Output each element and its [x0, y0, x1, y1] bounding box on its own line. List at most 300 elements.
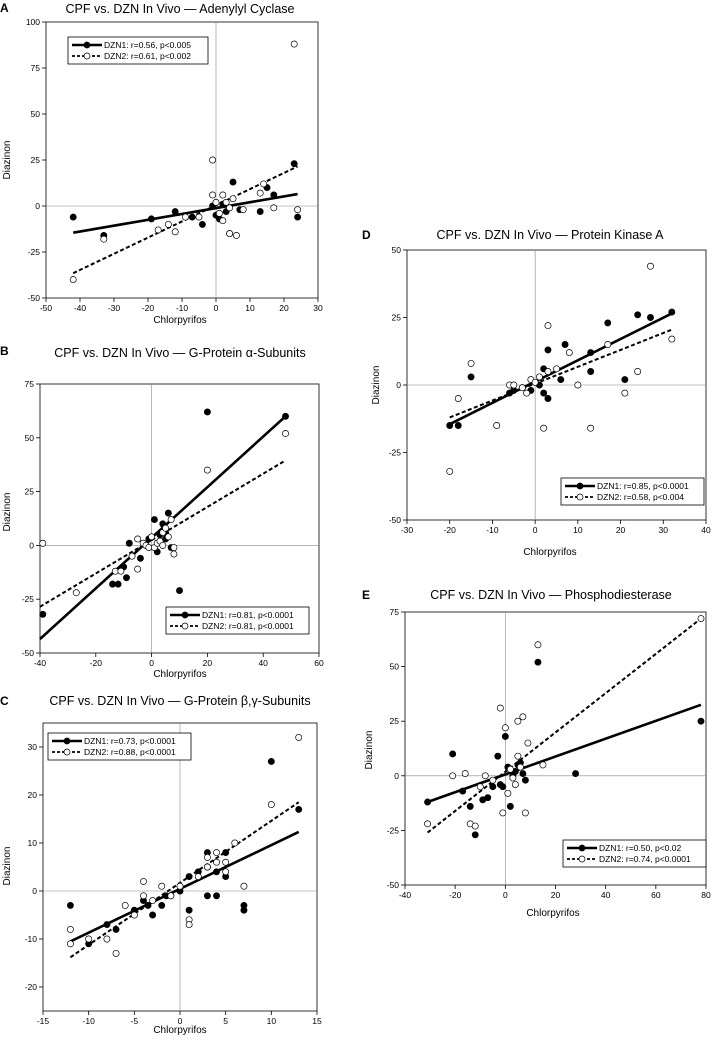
data-point-dzn1-c — [241, 907, 247, 913]
chart-title-b: CPF vs. DZN In Vivo — G-Protein α-Subunits — [54, 346, 306, 360]
x-tick-label-e: 80 — [701, 890, 711, 900]
data-point-dzn2-e — [482, 773, 488, 779]
x-tick-label-d: 0 — [532, 525, 538, 535]
legend-label-dzn2-e: DZN2: r=0.74, p<0.0001 — [599, 854, 691, 864]
data-point-dzn2-d — [647, 263, 653, 269]
data-point-dzn2-d — [566, 350, 572, 356]
x-axis-label-d: Chlorpyrifos — [523, 547, 577, 558]
data-point-dzn1-b — [137, 555, 143, 561]
data-point-dzn2-c — [204, 854, 210, 860]
y-axis-label-b: Diazinon — [2, 492, 13, 532]
data-point-dzn2-c — [213, 859, 219, 865]
data-point-dzn1-a — [230, 179, 236, 185]
data-point-dzn2-a — [220, 218, 226, 224]
y-tick-label-e: -50 — [386, 880, 399, 890]
legend-marker-dzn1-e — [579, 845, 585, 851]
x-tick-label-b: 40 — [258, 658, 268, 668]
data-point-dzn1-c — [186, 907, 192, 913]
data-point-dzn1-c — [223, 850, 229, 856]
data-point-dzn2-a — [210, 192, 216, 198]
plot-area-b — [22, 379, 324, 668]
legend-marker-dzn2-d — [577, 494, 583, 500]
data-point-dzn2-c — [86, 936, 92, 942]
regression-line-dzn1-e — [428, 705, 701, 802]
x-tick-label-e: -20 — [449, 890, 462, 900]
data-point-dzn2-d — [669, 336, 675, 342]
data-point-dzn1-d — [545, 347, 551, 353]
data-point-dzn1-e — [535, 659, 541, 665]
data-point-dzn2-e — [490, 777, 496, 783]
data-point-dzn2-b — [204, 467, 210, 473]
y-tick-label-c: 0 — [32, 886, 37, 896]
x-tick-label-c: 10 — [266, 1016, 277, 1026]
data-point-dzn2-c — [150, 898, 156, 904]
data-point-dzn1-a — [70, 214, 76, 220]
data-point-dzn2-b — [160, 542, 166, 548]
data-point-dzn2-e — [517, 764, 523, 770]
x-tick-label-a: -10 — [175, 303, 189, 313]
data-point-dzn2-e — [505, 790, 511, 796]
data-point-dzn2-c — [140, 878, 146, 884]
data-point-dzn1-b — [282, 413, 288, 419]
data-point-dzn2-d — [545, 323, 551, 329]
panel-letter-a: A — [0, 1, 9, 15]
data-point-dzn2-d — [468, 360, 474, 366]
data-point-dzn2-c — [195, 874, 201, 880]
x-tick-label-c: -10 — [82, 1016, 95, 1026]
data-point-dzn2-a — [230, 196, 236, 202]
data-point-dzn1-e — [495, 753, 501, 759]
data-point-dzn1-d — [541, 390, 547, 396]
data-point-dzn1-e — [424, 799, 430, 805]
data-point-dzn2-e — [424, 821, 430, 827]
x-axis-label-b: Chlorpyrifos — [153, 669, 207, 680]
x-tick-label-d: -30 — [400, 525, 414, 535]
data-point-dzn2-d — [545, 368, 551, 374]
data-point-dzn2-d — [622, 390, 628, 396]
x-axis-label-e: Chlorpyrifos — [526, 908, 580, 919]
data-point-dzn2-c — [186, 922, 192, 928]
plot-area-e — [387, 607, 711, 900]
plot-area-c — [25, 723, 322, 1026]
data-point-dzn2-b — [73, 590, 79, 596]
x-tick-label-d: 10 — [573, 525, 583, 535]
legend-label-dzn2-d: DZN2: r=0.58, p<0.004 — [597, 492, 684, 502]
data-point-dzn1-d — [622, 377, 628, 383]
legend-label-dzn1-b: DZN1: r=0.81, p<0.0001 — [202, 610, 294, 620]
data-point-dzn1-e — [698, 718, 704, 724]
data-point-dzn1-e — [507, 803, 513, 809]
legend-label-dzn1-a: DZN1: r=0.56, p<0.005 — [104, 40, 191, 50]
data-point-dzn2-e — [525, 740, 531, 746]
legend-a — [68, 37, 208, 64]
data-point-dzn1-c — [186, 874, 192, 880]
data-point-dzn2-e — [507, 766, 513, 772]
x-tick-label-d: -10 — [486, 525, 499, 535]
data-point-dzn2-c — [131, 912, 137, 918]
data-point-dzn1-c — [67, 902, 73, 908]
data-point-dzn1-d — [605, 320, 611, 326]
data-point-dzn2-e — [515, 753, 521, 759]
data-point-dzn2-c — [223, 869, 229, 875]
legend-label-dzn1-e: DZN1: r=0.50, p<0.02 — [599, 843, 682, 853]
panel-letter-c: C — [0, 694, 9, 708]
data-point-dzn2-d — [541, 425, 547, 431]
data-point-dzn2-d — [519, 385, 525, 391]
chart-panel-d — [362, 228, 711, 558]
y-tick-label-b: 50 — [24, 432, 34, 443]
x-tick-label-e: 20 — [550, 890, 561, 900]
regression-line-dzn2-c — [70, 802, 298, 957]
data-point-dzn1-b — [165, 510, 171, 516]
data-point-dzn1-d — [468, 374, 474, 380]
legend-marker-dzn2-b — [182, 623, 188, 629]
data-point-dzn1-a — [148, 216, 154, 222]
data-point-dzn2-c — [113, 950, 119, 956]
data-point-dzn2-d — [605, 341, 611, 347]
data-point-dzn2-e — [510, 775, 516, 781]
data-point-dzn2-c — [67, 941, 73, 947]
data-point-dzn2-c — [168, 893, 174, 899]
data-point-dzn2-e — [512, 781, 518, 787]
x-tick-label-a: -40 — [73, 303, 87, 313]
data-point-dzn2-b — [165, 534, 171, 540]
data-point-dzn1-e — [485, 795, 491, 801]
y-tick-label-e: 0 — [394, 770, 399, 781]
y-tick-label-b: 75 — [24, 379, 34, 389]
data-point-dzn2-a — [216, 210, 222, 216]
data-point-dzn2-c — [213, 850, 219, 856]
y-axis-label-d: Diazinon — [371, 365, 382, 405]
x-tick-label-e: -40 — [398, 890, 412, 900]
data-point-dzn2-e — [535, 642, 541, 648]
x-tick-label-d: 30 — [658, 525, 669, 535]
data-point-dzn2-c — [177, 883, 183, 889]
data-point-dzn2-e — [520, 714, 526, 720]
data-point-dzn2-e — [450, 773, 456, 779]
data-point-dzn1-d — [558, 377, 564, 383]
legend-b — [166, 607, 309, 634]
y-tick-label-a: 0 — [35, 201, 40, 211]
data-point-dzn1-d — [562, 341, 568, 347]
data-point-dzn2-a — [165, 221, 171, 227]
panel-letter-e: E — [362, 588, 371, 602]
y-axis-label-e: Diazinon — [364, 730, 375, 770]
data-point-dzn1-c — [213, 893, 219, 899]
legend-d — [561, 478, 704, 505]
data-point-dzn1-d — [647, 314, 653, 320]
data-point-dzn2-c — [268, 802, 274, 808]
data-point-dzn2-c — [296, 734, 302, 740]
plot-area-a — [26, 17, 323, 313]
data-point-dzn1-c — [150, 912, 156, 918]
y-tick-label-c: 30 — [27, 742, 37, 752]
data-point-dzn2-d — [575, 382, 581, 388]
data-point-dzn1-c — [296, 806, 302, 812]
chart-title-a: CPF vs. DZN In Vivo — Adenylyl Cyclase — [65, 2, 295, 16]
data-point-dzn2-e — [502, 725, 508, 731]
y-tick-label-a: -50 — [27, 293, 40, 303]
data-point-dzn2-b — [135, 536, 141, 542]
data-point-dzn1-d — [447, 422, 453, 428]
x-tick-label-b: 60 — [314, 658, 324, 668]
data-point-dzn2-c — [140, 893, 146, 899]
x-axis-label-c: Chlorpyrifos — [153, 1025, 207, 1036]
data-point-dzn2-a — [257, 190, 263, 196]
y-tick-label-d: 0 — [396, 380, 401, 390]
data-point-dzn2-b — [40, 540, 46, 546]
data-point-dzn1-c — [268, 758, 274, 764]
data-point-dzn1-a — [291, 161, 297, 167]
data-point-dzn2-b — [168, 516, 174, 522]
x-tick-label-a: 0 — [213, 303, 219, 313]
data-point-dzn2-e — [472, 823, 478, 829]
x-tick-label-d: -20 — [443, 525, 456, 535]
y-tick-label-d: -25 — [388, 447, 401, 458]
data-point-dzn2-a — [196, 214, 202, 220]
x-tick-label-a: 10 — [245, 303, 255, 313]
y-tick-label-a: 75 — [30, 63, 40, 73]
x-tick-label-c: -5 — [130, 1016, 139, 1026]
legend-label-dzn2-a: DZN2: r=0.61, p<0.002 — [104, 51, 191, 61]
x-tick-label-b: 20 — [202, 658, 213, 668]
chart-title-d: CPF vs. DZN In Vivo — Protein Kinase A — [436, 228, 664, 242]
data-point-dzn1-a — [172, 208, 178, 214]
data-point-dzn2-b — [282, 430, 288, 436]
chart-panel-c — [0, 694, 322, 1036]
x-tick-label-b: -40 — [33, 658, 47, 668]
data-point-dzn2-a — [172, 229, 178, 235]
legend-marker-dzn1-c — [64, 738, 70, 744]
legend-e — [563, 840, 706, 867]
x-tick-label-a: -30 — [107, 303, 121, 313]
panel-letter-b: B — [0, 344, 9, 358]
data-point-dzn1-e — [502, 733, 508, 739]
legend-marker-dzn2-a — [84, 53, 90, 59]
data-point-dzn2-d — [511, 382, 517, 388]
data-point-dzn2-a — [70, 277, 76, 283]
data-point-dzn2-b — [149, 534, 155, 540]
chart-panel-e — [362, 588, 711, 919]
y-tick-label-b: 25 — [24, 486, 34, 497]
data-point-dzn2-c — [67, 926, 73, 932]
data-point-dzn2-a — [220, 192, 226, 198]
y-tick-label-a: 100 — [25, 17, 40, 27]
data-point-dzn1-e — [490, 784, 496, 790]
data-point-dzn2-b — [162, 525, 168, 531]
y-tick-label-c: 10 — [27, 838, 37, 848]
data-point-dzn1-c — [159, 902, 165, 908]
data-point-dzn2-c — [122, 902, 128, 908]
data-point-dzn2-d — [635, 368, 641, 374]
x-tick-label-c: 15 — [312, 1016, 322, 1026]
data-point-dzn1-b — [176, 587, 182, 593]
y-axis-label-c: Diazinon — [2, 846, 13, 886]
legend-label-dzn1-c: DZN1: r=0.73, p<0.0001 — [84, 736, 176, 746]
data-point-dzn2-e — [522, 810, 528, 816]
data-point-dzn1-b — [126, 540, 132, 546]
data-point-dzn2-e — [477, 784, 483, 790]
data-point-dzn1-d — [455, 422, 461, 428]
data-point-dzn1-c — [104, 922, 110, 928]
data-point-dzn2-a — [210, 157, 216, 163]
x-tick-label-b: -20 — [89, 658, 102, 668]
data-point-dzn1-b — [123, 575, 129, 581]
regression-line-dzn1-a — [73, 194, 297, 233]
data-point-dzn2-a — [295, 207, 301, 213]
data-point-dzn2-c — [241, 883, 247, 889]
data-point-dzn1-a — [189, 214, 195, 220]
chart-panel-b — [0, 344, 324, 680]
data-point-dzn2-b — [129, 553, 135, 559]
x-tick-label-b: 0 — [149, 658, 154, 668]
data-point-dzn1-e — [467, 803, 473, 809]
legend-c — [48, 733, 191, 760]
data-point-dzn1-c — [213, 869, 219, 875]
data-point-dzn2-d — [524, 390, 530, 396]
data-point-dzn1-d — [669, 309, 675, 315]
data-point-dzn2-a — [233, 232, 239, 238]
data-point-dzn2-e — [497, 705, 503, 711]
data-point-dzn2-e — [515, 718, 521, 724]
x-tick-label-a: -20 — [141, 303, 155, 313]
y-tick-label-a: 50 — [30, 109, 40, 119]
data-point-dzn1-b — [40, 611, 46, 617]
data-point-dzn2-a — [223, 199, 229, 205]
data-point-dzn1-d — [635, 312, 641, 318]
data-point-dzn1-d — [545, 395, 551, 401]
data-point-dzn2-a — [155, 227, 161, 233]
data-point-dzn2-d — [455, 395, 461, 401]
data-point-dzn1-c — [204, 893, 210, 899]
y-tick-label-c: -20 — [24, 982, 37, 992]
y-tick-label-a: -25 — [27, 247, 40, 257]
x-tick-label-c: -15 — [36, 1016, 50, 1026]
data-point-dzn1-c — [145, 902, 151, 908]
y-tick-label-d: 25 — [391, 312, 401, 323]
data-point-dzn2-e — [500, 810, 506, 816]
data-point-dzn2-d — [536, 374, 542, 380]
y-tick-label-b: -25 — [21, 594, 34, 605]
legend-marker-dzn1-b — [182, 612, 188, 618]
data-point-dzn2-e — [540, 762, 546, 768]
y-tick-label-c: 20 — [27, 790, 37, 800]
data-point-dzn1-e — [472, 832, 478, 838]
x-tick-label-c: 0 — [177, 1016, 183, 1026]
data-point-dzn1-e — [500, 784, 506, 790]
x-tick-label-a: 20 — [279, 303, 289, 313]
chart-panel-a — [0, 1, 323, 326]
data-point-dzn2-d — [494, 422, 500, 428]
legend-marker-dzn2-e — [579, 856, 585, 862]
data-point-dzn1-d — [588, 350, 594, 356]
data-point-dzn2-c — [232, 840, 238, 846]
data-point-dzn2-c — [104, 936, 110, 942]
data-point-dzn1-d — [588, 368, 594, 374]
y-tick-label-b: 0 — [29, 540, 34, 551]
y-tick-label-e: -25 — [386, 825, 399, 836]
data-point-dzn2-c — [204, 864, 210, 870]
y-tick-label-e: 50 — [389, 661, 399, 672]
x-tick-label-d: 40 — [701, 525, 711, 535]
y-tick-label-c: -10 — [24, 934, 37, 944]
data-point-dzn2-b — [118, 568, 124, 574]
y-tick-label-d: -50 — [388, 515, 401, 525]
legend-marker-dzn1-d — [577, 483, 583, 489]
chart-title-c: CPF vs. DZN In Vivo — G-Protein β,γ-Subunits — [49, 694, 311, 708]
panel-letter-d: D — [362, 228, 371, 242]
legend-label-dzn1-d: DZN1: r=0.85, p<0.0001 — [597, 481, 689, 491]
data-point-dzn1-e — [450, 751, 456, 757]
legend-label-dzn2-b: DZN2: r=0.81, p<0.0001 — [202, 621, 294, 631]
data-point-dzn2-a — [240, 207, 246, 213]
y-tick-label-e: 75 — [389, 607, 399, 617]
data-point-dzn2-d — [447, 468, 453, 474]
data-point-dzn2-d — [553, 366, 559, 372]
data-point-dzn1-a — [199, 221, 205, 227]
data-point-dzn2-a — [227, 231, 233, 237]
y-tick-label-a: 25 — [30, 155, 40, 165]
data-point-dzn1-a — [295, 214, 301, 220]
data-point-dzn2-c — [223, 859, 229, 865]
data-point-dzn1-e — [520, 771, 526, 777]
data-point-dzn1-b — [115, 581, 121, 587]
y-axis-label-a: Diazinon — [2, 140, 13, 180]
data-point-dzn2-b — [171, 544, 177, 550]
regression-line-dzn2-e — [428, 619, 701, 833]
x-tick-label-a: 30 — [313, 303, 323, 313]
data-point-dzn2-a — [227, 205, 233, 211]
data-point-dzn2-b — [171, 551, 177, 557]
y-tick-label-b: -50 — [21, 648, 34, 658]
chart-title-e: CPF vs. DZN In Vivo — Phosphodiesterase — [430, 588, 672, 602]
x-tick-label-a: -50 — [39, 303, 53, 313]
data-point-dzn2-a — [213, 199, 219, 205]
data-point-dzn1-b — [204, 409, 210, 415]
data-point-dzn2-a — [291, 41, 297, 47]
legend-label-dzn2-c: DZN2: r=0.88, p<0.0001 — [84, 747, 176, 757]
x-tick-label-e: 40 — [600, 890, 611, 900]
data-point-dzn1-e — [460, 788, 466, 794]
data-point-dzn2-a — [101, 236, 107, 242]
plot-area-d — [389, 245, 711, 535]
data-point-dzn2-e — [462, 771, 468, 777]
y-tick-label-e: 25 — [389, 716, 399, 727]
legend-marker-dzn2-c — [64, 749, 70, 755]
data-point-dzn1-e — [522, 777, 528, 783]
data-point-dzn1-a — [271, 192, 277, 198]
data-point-dzn2-d — [588, 425, 594, 431]
data-point-dzn2-a — [261, 181, 267, 187]
x-tick-label-d: 20 — [615, 525, 626, 535]
data-point-dzn2-c — [159, 883, 165, 889]
x-axis-label-a: Chlorpyrifos — [153, 315, 207, 326]
data-point-dzn2-a — [271, 205, 277, 211]
data-point-dzn2-d — [532, 379, 538, 385]
data-point-dzn1-b — [151, 516, 157, 522]
y-tick-label-d: 50 — [391, 245, 401, 255]
data-point-dzn2-e — [698, 615, 704, 621]
data-point-dzn1-a — [257, 208, 263, 214]
data-point-dzn2-a — [182, 214, 188, 220]
data-point-dzn1-c — [113, 926, 119, 932]
data-point-dzn2-b — [135, 566, 141, 572]
x-tick-label-c: 5 — [223, 1016, 229, 1026]
data-point-dzn1-e — [572, 771, 578, 777]
x-tick-label-e: 0 — [502, 890, 508, 900]
legend-marker-dzn1-a — [84, 42, 90, 48]
x-tick-label-e: 60 — [651, 890, 661, 900]
